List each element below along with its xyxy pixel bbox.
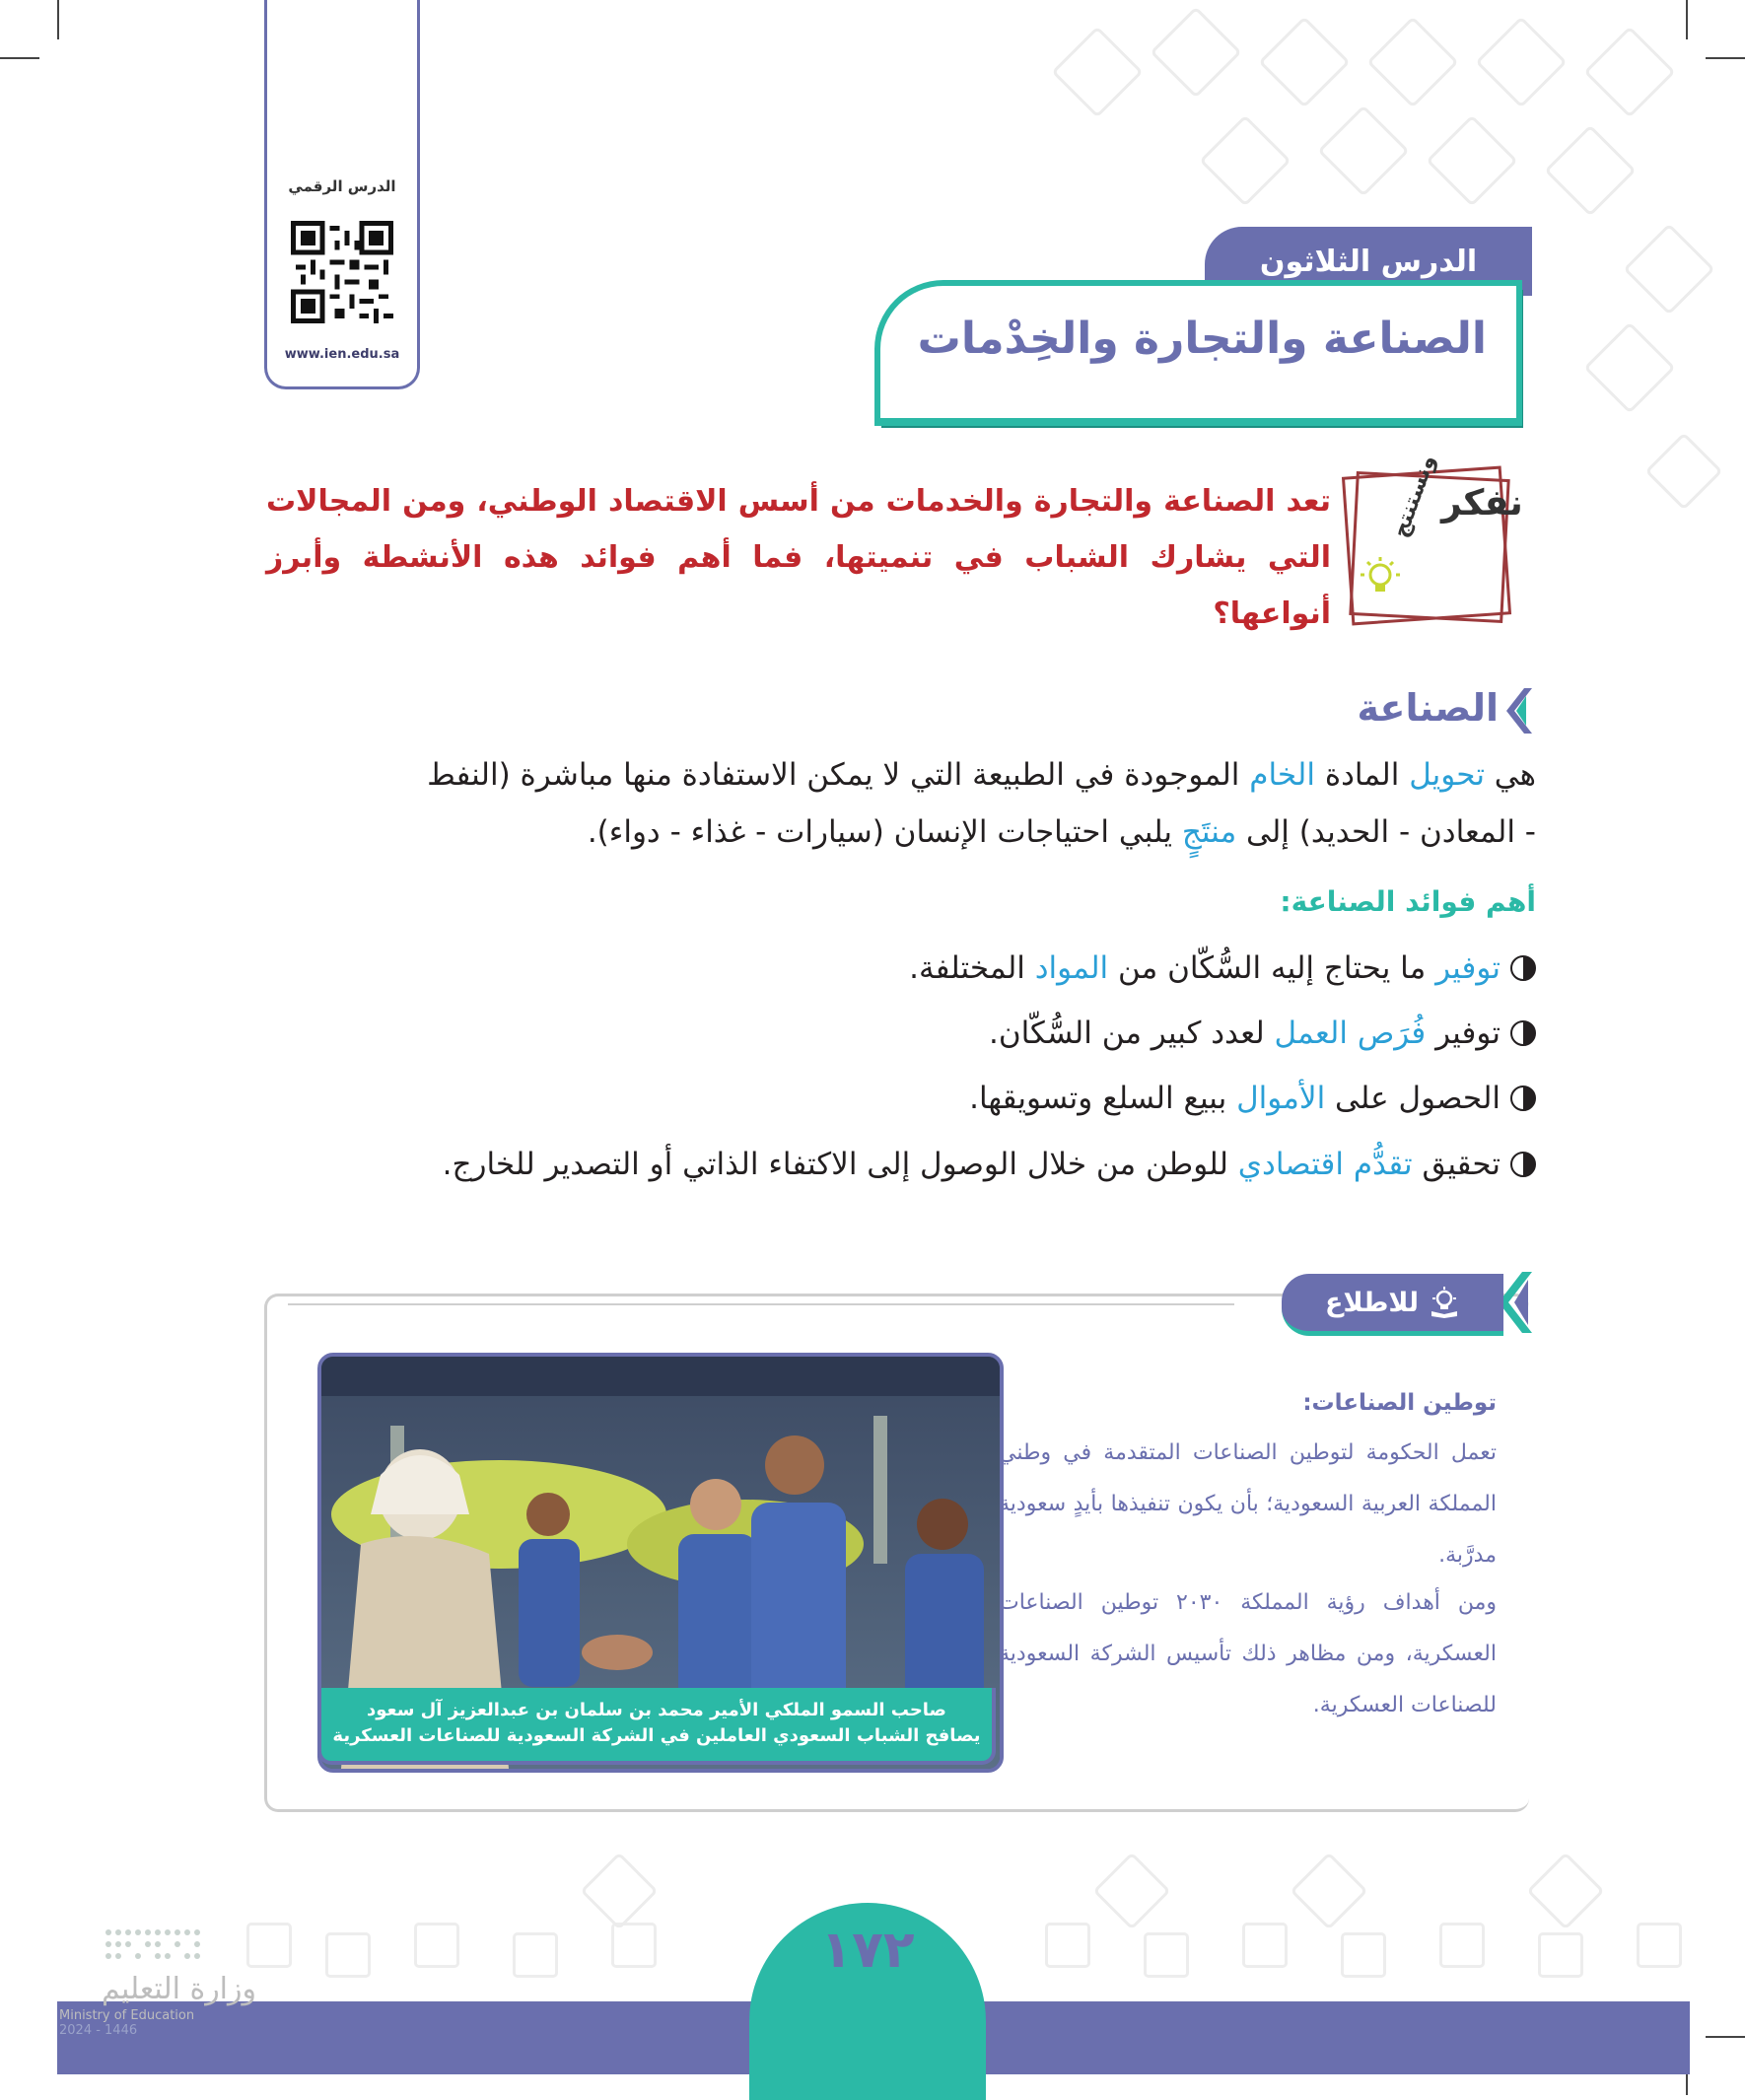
page-number: ١٧٢ [820, 1921, 915, 1980]
chevron-left-icon [1506, 688, 1532, 734]
highlight-term: الخام [1249, 757, 1315, 793]
conclude-badge-word: ونستنتج [1388, 452, 1441, 541]
website-link[interactable]: www.ien.edu.sa [284, 347, 400, 362]
ministry-logo [59, 1923, 256, 2038]
benefits-title: أهم فوائد الصناعة: [1280, 885, 1536, 918]
qr-code-icon[interactable] [291, 221, 393, 323]
digital-lesson-title: الدرس الرقمي [288, 177, 396, 195]
digital-lesson-panel[interactable] [264, 0, 420, 389]
list-item: الحصول على الأموال ببيع السلع وتسويقها. [969, 1081, 1536, 1116]
bullet-icon [1510, 1085, 1536, 1111]
list-item: تحقيق تقدُّم اقتصادي للوطن من خلال الوصول إلى الاكتفاء الذاتي أو التصدير للخارج. [443, 1147, 1536, 1182]
chevron-left-icon [1499, 1272, 1532, 1333]
lesson-title: الصناعة والتجارة والخِدْمات [917, 314, 1487, 364]
definition-line-1: هي تحويل المادة الخام الموجودة في الطبيعة التي لا يمكن الاستفادة منها مباشرة (النفط [427, 757, 1536, 793]
think-badge-word: نفكر [1441, 483, 1523, 524]
ministry-name-en: Ministry of Education [59, 2008, 195, 2023]
info-paragraph-2: ومن أهداف رؤية المملكة ٢٠٣٠ توطين الصناعات العسكرية، ومن مظاهر ذلك تأسيس الشركة السعودية للصناعات العسكرية. [999, 1590, 1497, 1717]
lightbulb-icon [1361, 557, 1400, 602]
info-heading: توطين الصناعات: [1302, 1390, 1497, 1416]
crop-mark [1706, 57, 1745, 59]
bullet-icon [1510, 955, 1536, 981]
ministry-name-ar: وزارة التعليم [101, 1972, 256, 2006]
list-item: توفير ما يحتاج إليه السُّكّان من المواد المختلفة. [909, 950, 1536, 986]
crop-mark [0, 57, 39, 59]
crop-mark [1706, 2036, 1745, 2038]
bullet-icon [1510, 1152, 1536, 1177]
info-paragraph-1: تعمل الحكومة لتوطين الصناعات المتقدمة في وطني المملكة العربية السعودية؛ بأن يكون تنفيذها بأيدٍ سعودية مدرَّبة. [999, 1440, 1497, 1568]
for-your-info-tag: للاطلاع [1282, 1274, 1503, 1336]
crop-mark [1686, 0, 1688, 39]
photo-caption: صاحب السمو الملكي الأمير محمد بن سلمان بن عبدالعزيز آل سعود يصافح الشباب السعودي العاملين في الشركة السعودية للصناعات العسكرية [317, 1688, 996, 1765]
divider [288, 1303, 1234, 1305]
bullet-icon [1510, 1020, 1536, 1046]
highlight-term: منتَجٍ [1181, 814, 1237, 850]
lightbulb-book-icon [1429, 1287, 1460, 1318]
list-item: توفير فُرَص العمل لعدد كبير من السُّكّان. [989, 1015, 1536, 1051]
edition-year: 2024 - 1446 [59, 2023, 138, 2038]
highlight-term: تحويل [1409, 757, 1485, 793]
definition-line-2: - المعادن - الحديد) إلى منتَجٍ يلبي احتياجات الإنسان (سيارات - غذاء - دواء). [587, 814, 1536, 850]
crop-mark [57, 0, 59, 39]
lesson-number-tab: الدرس الثلاثون [1205, 227, 1532, 296]
think-question: تعد الصناعة والتجارة والخدمات من أسس الاقتصاد الوطني، ومن المجالات التي يشارك الشباب في تنميتها، فما أهم فوائد هذه الأنشطة وأبرز أنواعها؟ [266, 484, 1331, 631]
ministry-logo-dots-icon [99, 1923, 256, 1972]
lesson-title-box [874, 280, 1522, 426]
section-heading-industry: الصناعة [1357, 686, 1499, 730]
